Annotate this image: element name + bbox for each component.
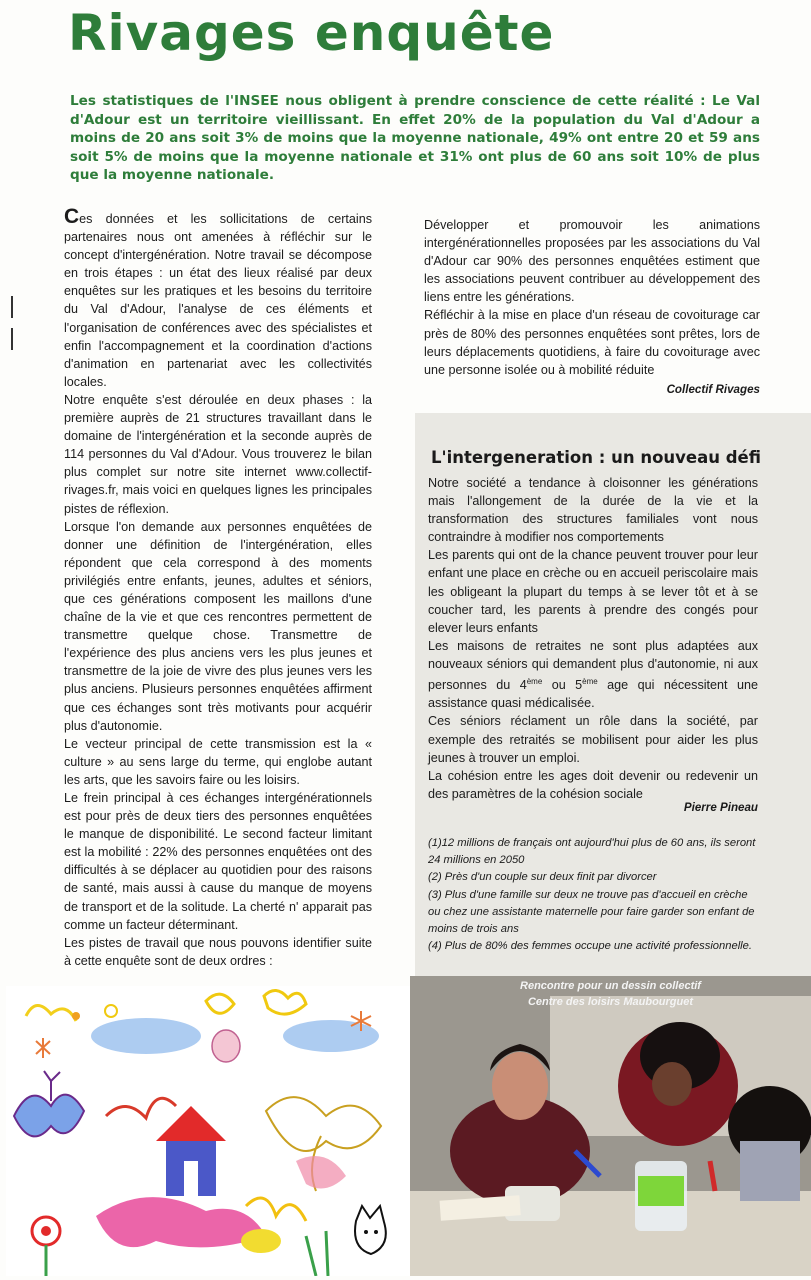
paragraph-text: es données et les sollicitations de certains partenaires nous ont amenées à réfléchir sur le concept d'intergénération. Notre travail se décompose en trois étapes : un état des lieux réalisé par deux enquêtes sur les pratiques et les besoins du territoire du Val d'Adour, l'analyse de ces éléments et l'organisation de conférences avec des spécialistes et enfin l'accompagnement et la coordination d'actions d'animation en partenariat avec les collectivités locales. bbox=[64, 212, 372, 389]
right-column bbox=[424, 216, 760, 399]
paragraph: Lorsque l'on demande aux personnes enquêtées de donner une définition de l'intergénération, elles répondent que cela correspond à des moments privilégiés entre enfants, jeunes, adultes et séniors, que ces générations composent les maillons d'une chaîne de la vie et que ces rencontres permettent de transmettre quelque chose. Transmettre de l'expérience des plus anciens vers les plus jeunes et transmettre de la joie de vivre des plus jeunes vers les plus anciens. Plusieurs personnes enquêtées affirment que ces échanges sont très motivants pour acquérir plus d'autonomie. bbox=[64, 519, 372, 733]
paragraph: Les parents qui ont de la chance peuvent trouver pour leur enfant une place en crèche ou en accueil periscolaire mais les obligeant la plupart du temps à se lever tôt et à se coucher tard, les parents à prendre des congés pour elever leurs enfants bbox=[428, 548, 758, 635]
paragraph: Notre enquête s'est déroulée en deux phases : la première auprès de 21 structures travaillant dans le domaine de l'intergénération et la seconde auprès de 114 personnes du Val d'Adour. Vous trouverez le bilan plus complet sur notre site internet www.collectif-rivages.fr, mais voici en quelques lignes les principales pistes de réflexion. bbox=[64, 392, 372, 516]
signature: Pierre Pineau bbox=[683, 801, 758, 814]
paragraph bbox=[64, 205, 372, 391]
paragraph: La cohésion entre les ages doit devenir ou redevenir un des paramètres de la cohésion sociale bbox=[428, 768, 758, 801]
text-part: Les maisons de retraites ne sont plus adaptées aux nouveaux séniors qui demandent plus d'autonomie, ni aux personnes du 4 bbox=[428, 638, 758, 693]
footnote: (2) Près d'un couple sur deux finit par divorcer bbox=[428, 871, 657, 884]
box-title: L'intergeneration : un nouveau défi bbox=[431, 448, 761, 467]
paragraph: Les pistes de travail que nous pouvons identifier suite à cette enquête sont de deux ordres : bbox=[64, 935, 372, 968]
paragraph: Notre société a tendance à cloisonner les générations mais l'allongement de la durée de la vie et la transformation des structures familiales vont nous contraindre à modifier nos comportements bbox=[428, 476, 758, 545]
workshop-photo bbox=[410, 976, 811, 1276]
signature: Collectif Rivages bbox=[666, 382, 760, 396]
text-part: ou 5 bbox=[542, 678, 583, 693]
text-part: age qui nécessitent une assistance quasi médicalisée. bbox=[428, 678, 758, 711]
paragraph: Ces séniors réclament un rôle dans la société, par exemple des retraités se mobilisent pour aider les plus jeunes à trouver un emploi. bbox=[428, 714, 758, 765]
margin-mark bbox=[11, 328, 13, 350]
superscript: ème bbox=[526, 677, 543, 687]
footnotes bbox=[428, 835, 760, 955]
box-text bbox=[428, 474, 758, 803]
footnote: (1)12 millions de français ont aujourd'hui plus de 60 ans, ils seront 24 millions en 2050 bbox=[428, 837, 756, 867]
footnote: (3) Plus d'une famille sur deux ne trouve pas d'accueil en crèche ou chez une assistante maternelle pour faire garder son enfant de moins de trois ans bbox=[428, 888, 755, 936]
superscript: ème bbox=[582, 677, 598, 687]
photo-illustration bbox=[410, 976, 811, 1276]
children-drawing bbox=[6, 986, 410, 1276]
paragraph bbox=[428, 637, 758, 713]
footnote: (4) Plus de 80% des femmes occupe une activité professionnelle. bbox=[428, 940, 752, 953]
intro-paragraph: Les statistiques de l'INSEE nous obligent à prendre conscience de cette réalité : Le Val d'Adour est un territoire vieillissant. En effet 20% de la population du Val d'Adour a moins de 20 ans soit 3% de moins que la moyenne nationale, 49% ont entre 20 et 59 ans soit 5% de moins que la moyenne nationale et 31% ont plus de 60 ans soit 10% de plus que la moyenne nationale. bbox=[70, 93, 760, 183]
drawing-illustration bbox=[6, 986, 410, 1276]
dropcap: C bbox=[64, 205, 80, 228]
paragraph: Réfléchir à la mise en place d'un réseau de covoiturage car près de 80% des personnes enquêtées sont prêtes, lors de leurs déplacements quotidiens, à faire du covoiturage avec une personne isolée ou à mobilité réduite bbox=[424, 308, 760, 377]
margin-mark bbox=[11, 296, 13, 318]
caption-line: Rencontre pour un dessin collectif bbox=[520, 980, 701, 992]
left-column bbox=[64, 205, 372, 970]
paragraph: Le vecteur principal de cette transmission est la « culture » au sens large du terme, qui englobe autant les arts, que les savoirs faire ou les loisirs. bbox=[64, 736, 372, 787]
paragraph: Développer et promouvoir les animations intergénérationnelles proposées par les associations du Val d'Adour car 90% des personnes enquêtées estiment que les associations peuvent contribuer au développement des liens entre les générations. bbox=[424, 218, 760, 305]
page-title: Rivages enquête bbox=[68, 4, 555, 62]
photo-caption bbox=[410, 978, 811, 1010]
caption-line: Centre des loisirs Maubourguet bbox=[527, 996, 694, 1008]
paragraph: Le frein principal à ces échanges intergénérationnels est pour près de deux tiers des personnes enquêtées le manque de disponibilité. Le second facteur limitant est la mobilité : 22% des personnes enquêtées ont des difficultés à se déplacer au quotidien pour des raisons de santé, mais aussi à cause du manque de moyens de transport et de la solitude. La cherté n' apparait pas comme un facteur déterminant. bbox=[64, 791, 372, 932]
